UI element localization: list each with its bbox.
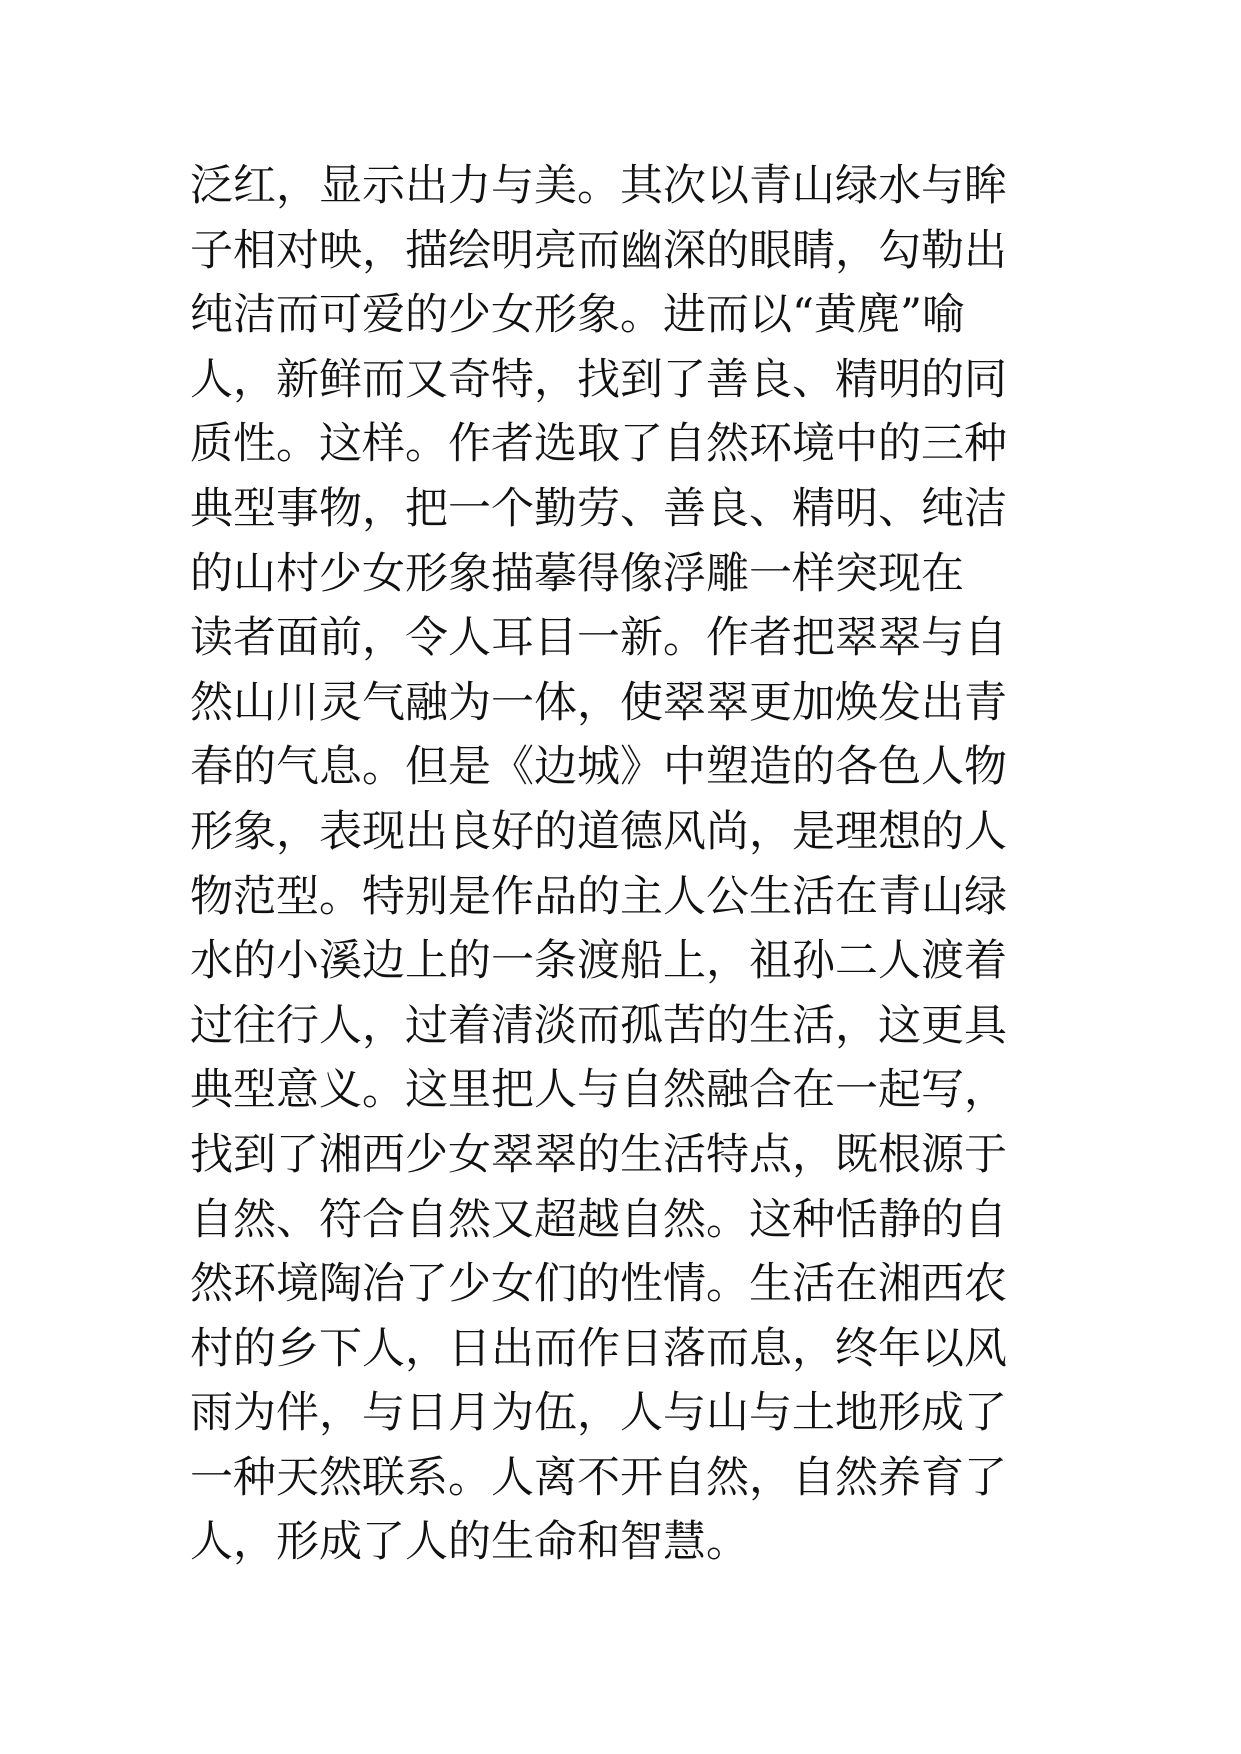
text-line: 泛红，显示出力与美。其次以青山绿水与眸 [190, 161, 1007, 211]
text-line: 找到了湘西少女翠翠的生活特点，既根源于 [190, 1129, 1007, 1180]
text-line: 过往行人，过着清淡而孤苦的生活，这更具 [190, 1000, 1007, 1051]
text-line: 纯洁而可爱的少女形象。进而以“黄麂”喻 [190, 290, 965, 341]
text-line: 村的乡下人，日出而作日落而息，终年以风 [190, 1323, 1007, 1374]
text-line: 子相对映，描绘明亮而幽深的眼睛，勾勒出 [190, 225, 1007, 276]
text-line: 春的气息。但是《边城》中塑造的各色人物 [190, 742, 1007, 793]
body-text [190, 154, 1070, 1575]
text-line: 物范型。特别是作品的主人公生活在青山绿 [190, 871, 1007, 922]
text-line: 读者面前，令人耳目一新。作者把翠翠与自 [190, 613, 1007, 664]
text-line: 质性。这样。作者选取了自然环境中的三种 [190, 419, 1007, 470]
text-line: 的山村少女形象描摹得像浮雕一样突现在 [190, 548, 964, 599]
text-line: 形象，表现出良好的道德风尚，是理想的人 [190, 806, 1007, 857]
text-line: 典型意义。这里把人与自然融合在一起写， [190, 1065, 1007, 1116]
text-line: 典型事物，把一个勤劳、善良、精明、纯洁 [190, 483, 1007, 534]
text-line: 自然、符合自然又超越自然。这种恬静的自 [190, 1194, 1007, 1245]
text-line: 水的小溪边上的一条渡船上，祖孙二人渡着 [190, 936, 1007, 987]
text-line: 人，新鲜而又奇特，找到了善良、精明的同 [190, 354, 1007, 405]
text-line: 然环境陶冶了少女们的性情。生活在湘西农 [190, 1259, 1007, 1310]
text-line: 然山川灵气融为一体，使翠翠更加焕发出青 [190, 677, 1007, 728]
text-line: 雨为伴，与日月为伍，人与山与土地形成了 [190, 1388, 1007, 1439]
text-line: 一种天然联系。人离不开自然，自然养育了 [190, 1452, 1007, 1503]
text-line: 人，形成了人的生命和智慧。 [190, 1517, 749, 1568]
